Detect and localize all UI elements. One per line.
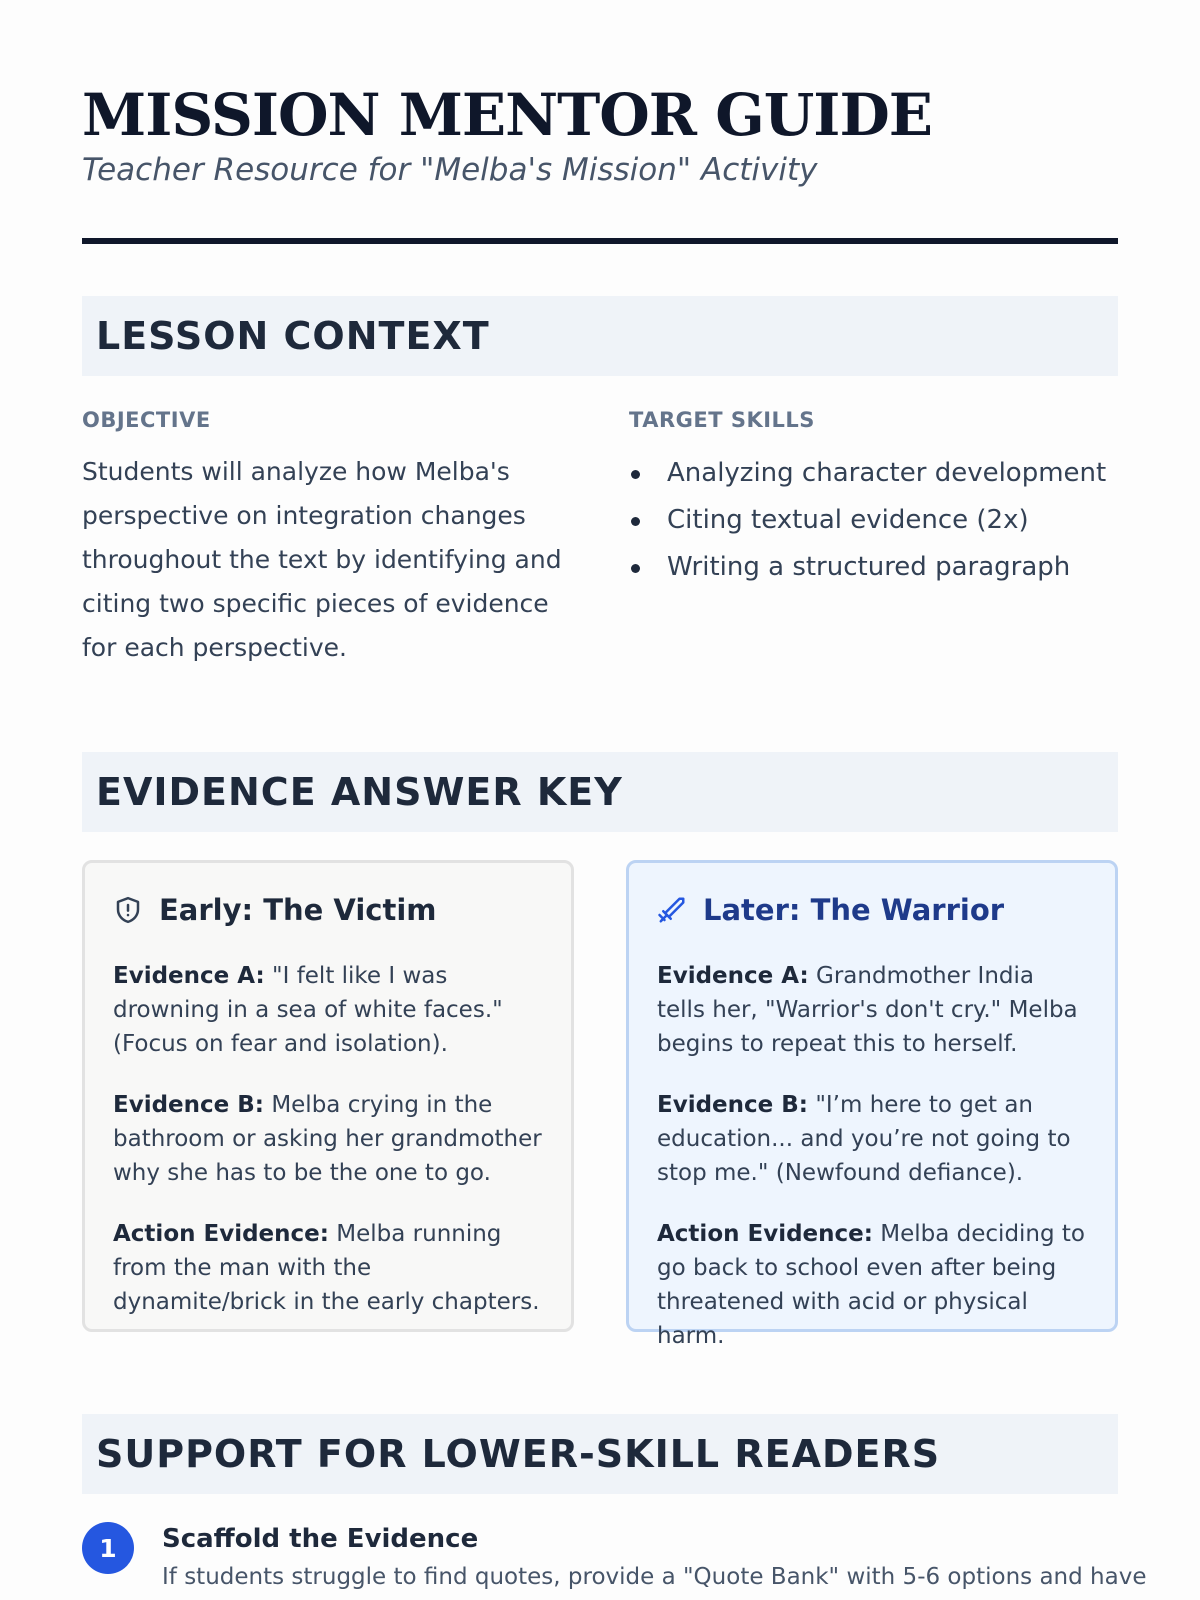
warrior-card-title: [657, 893, 1087, 927]
evidence-text: "I felt like I was drowning in a sea of white faces." (Focus on fear and isolation).: [113, 963, 503, 1057]
card-title-text: Later: The Warrior: [703, 893, 1005, 927]
card-title-text: Early: The Victim: [159, 893, 437, 927]
lesson-context: [82, 408, 1118, 670]
support-heading: SUPPORT FOR LOWER-SKILL READERS: [82, 1414, 1118, 1494]
evidence-item: [657, 1217, 1087, 1353]
evidence-text: Grandmother India tells her, "Warrior's don't cry." Melba begins to repeat this to herself.: [657, 963, 1078, 1057]
evidence-label: Evidence B:: [657, 1092, 808, 1118]
evidence-label: Evidence A:: [113, 963, 265, 989]
objective-text: Students will analyze how Melba's perspective on integration changes throughout the text by identifying and citing two specific pieces of evidence for each perspective.: [82, 457, 562, 662]
evidence-label: Action Evidence:: [113, 1221, 329, 1247]
evidence-item: [657, 1088, 1087, 1190]
warrior-card: [626, 860, 1118, 1349]
evidence-label: Evidence B:: [113, 1092, 264, 1118]
support-title: Scaffold the Evidence: [162, 1524, 479, 1554]
evidence-label: Evidence A:: [657, 963, 809, 989]
objective-column: [82, 408, 572, 670]
answer-key-heading: EVIDENCE ANSWER KEY: [82, 752, 1118, 832]
answer-key-cards: [82, 860, 1118, 1349]
page-subtitle: Teacher Resource for "Melba's Mission" Activity: [82, 152, 818, 188]
evidence-text: Melba running from the man with the dynamite/brick in the early chapters.: [113, 1221, 540, 1315]
support-body: [162, 1522, 1146, 1594]
objective-label: OBJECTIVE: [82, 408, 211, 432]
list-item: Analyzing character development: [629, 450, 1118, 497]
evidence-text: Melba deciding to go back to school even after being threatened with acid or physical harm.: [657, 1221, 1086, 1349]
support-item: [82, 1522, 1147, 1594]
list-item: Citing textual evidence (2x): [629, 497, 1118, 544]
list-item: Writing a structured paragraph: [629, 544, 1118, 591]
evidence-text: Melba crying in the bathroom or asking her grandmother why she has to be the one to go.: [113, 1092, 542, 1186]
page-title: MISSION MENTOR GUIDE: [82, 81, 932, 149]
sword-icon: [657, 895, 687, 925]
title-divider: [82, 238, 1118, 244]
evidence-item: [113, 1217, 543, 1319]
evidence-label: Action Evidence:: [657, 1221, 873, 1247]
step-number: 1: [82, 1522, 134, 1574]
evidence-item: [113, 1088, 543, 1190]
lesson-context-heading: LESSON CONTEXT: [82, 296, 1118, 376]
victim-card-title: [113, 893, 543, 927]
evidence-item: [113, 959, 543, 1061]
victim-card: [82, 860, 574, 1332]
skills-list: [629, 450, 1118, 591]
skills-column: [629, 408, 1118, 670]
evidence-text: "I’m here to get an education... and you’re not going to stop me." (Newfound defiance).: [657, 1092, 1071, 1186]
support-text: If students struggle to find quotes, provide a "Quote Bank" with 5-6 options and have: [162, 1564, 1147, 1590]
shield-icon: [113, 895, 143, 925]
target-skills-label: TARGET SKILLS: [629, 408, 815, 432]
evidence-item: [657, 959, 1087, 1061]
